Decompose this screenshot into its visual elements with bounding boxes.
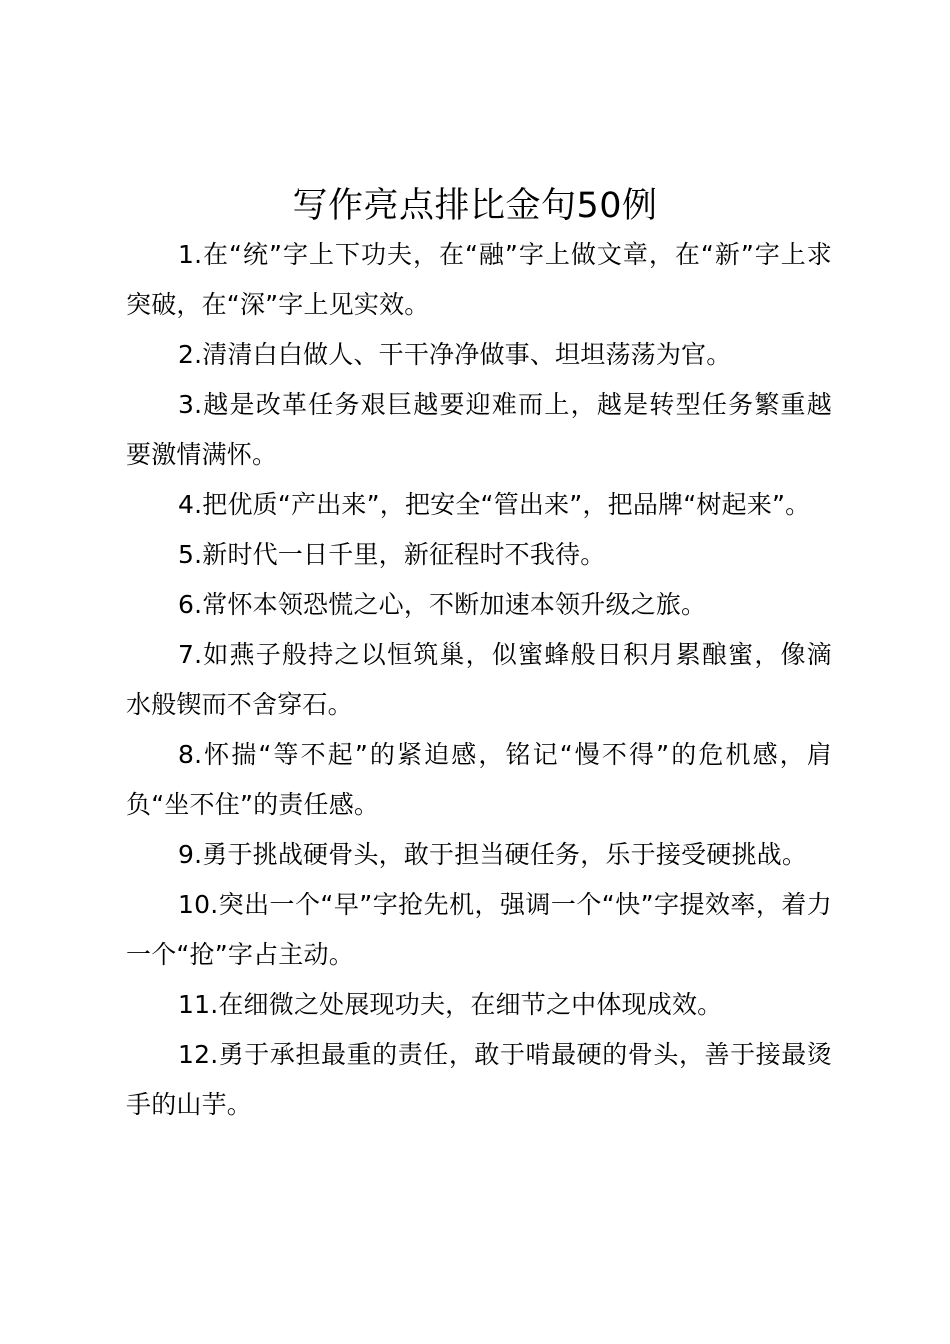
paragraph-9: 9.勇于挑战硬骨头，敢于担当硬任务，乐于接受硬挑战。 xyxy=(178,840,808,869)
paragraph-1: 1.在“统”字上下功夫，在“融”字上做文章，在“新”字上求突破，在“深”字上见实效。 xyxy=(126,240,832,319)
paragraph-8: 8.怀揣“等不起”的紧迫感，铭记“慢不得”的危机感，肩负“坐不住”的责任感。 xyxy=(126,740,832,819)
paragraph-4: 4.把优质“产出来”，把安全“管出来”，把品牌“树起来”。 xyxy=(178,490,811,519)
paragraph-7: 7.如燕子般持之以恒筑巢，似蜜蜂般日积月累酿蜜，像滴水般锲而不舍穿石。 xyxy=(126,640,832,719)
paragraph-5: 5.新时代一日千里，新征程时不我待。 xyxy=(178,540,606,569)
paragraph-10: 10.突出一个“早”字抢先机，强调一个“快”字提效率，着力一个“抢”字占主动。 xyxy=(126,890,832,969)
paragraph-11: 11.在细微之处展现功夫，在细节之中体现成效。 xyxy=(178,990,723,1019)
paragraph-12: 12.勇于承担最重的责任，敢于啃最硬的骨头，善于接最烫手的山芋。 xyxy=(126,1040,832,1119)
paragraph-3: 3.越是改革任务艰巨越要迎难而上，越是转型任务繁重越要激情满怀。 xyxy=(126,390,832,469)
paragraph-2: 2.清清白白做人、干干净净做事、坦坦荡荡为官。 xyxy=(178,340,732,369)
paragraph-6: 6.常怀本领恐慌之心，不断加速本领升级之旅。 xyxy=(178,590,707,619)
document-title: 写作亮点排比金句50例 xyxy=(292,186,658,226)
document-body xyxy=(126,230,832,1130)
